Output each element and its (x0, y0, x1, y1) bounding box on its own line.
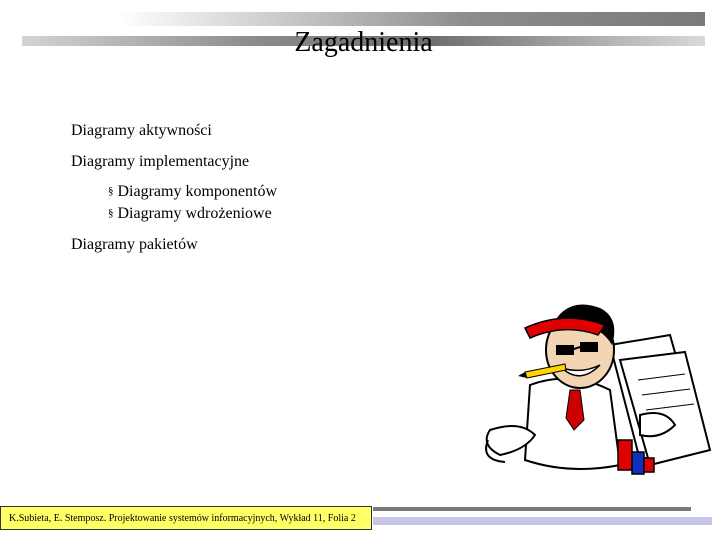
bullet-icon: § (108, 207, 114, 219)
subtopic-label: Diagramy wdrożeniowe (117, 205, 272, 222)
footer-box (0, 506, 372, 530)
subtopic-item (108, 181, 277, 202)
footer-divider-light (373, 517, 712, 525)
subtopic-item (108, 203, 272, 224)
bullet-icon: § (108, 185, 114, 197)
topic-item: Diagramy aktywności (71, 122, 212, 139)
footer-divider-dark (373, 507, 691, 511)
topic-item: Diagramy implementacyjne (71, 153, 250, 170)
cartoon-man-with-pencil-and-paper-icon (470, 290, 720, 490)
subtopic-label: Diagramy komponentów (117, 183, 278, 200)
title-stripe-top (118, 12, 705, 26)
slide-title: Zagadnienia (294, 27, 433, 58)
topic-item: Diagramy pakietów (71, 236, 198, 253)
footer-text: K.Subieta, E. Stemposz. Projektowanie systemów informacyjnych, Wykład 11, Folia 2 (9, 513, 356, 524)
title-bar (22, 12, 705, 58)
